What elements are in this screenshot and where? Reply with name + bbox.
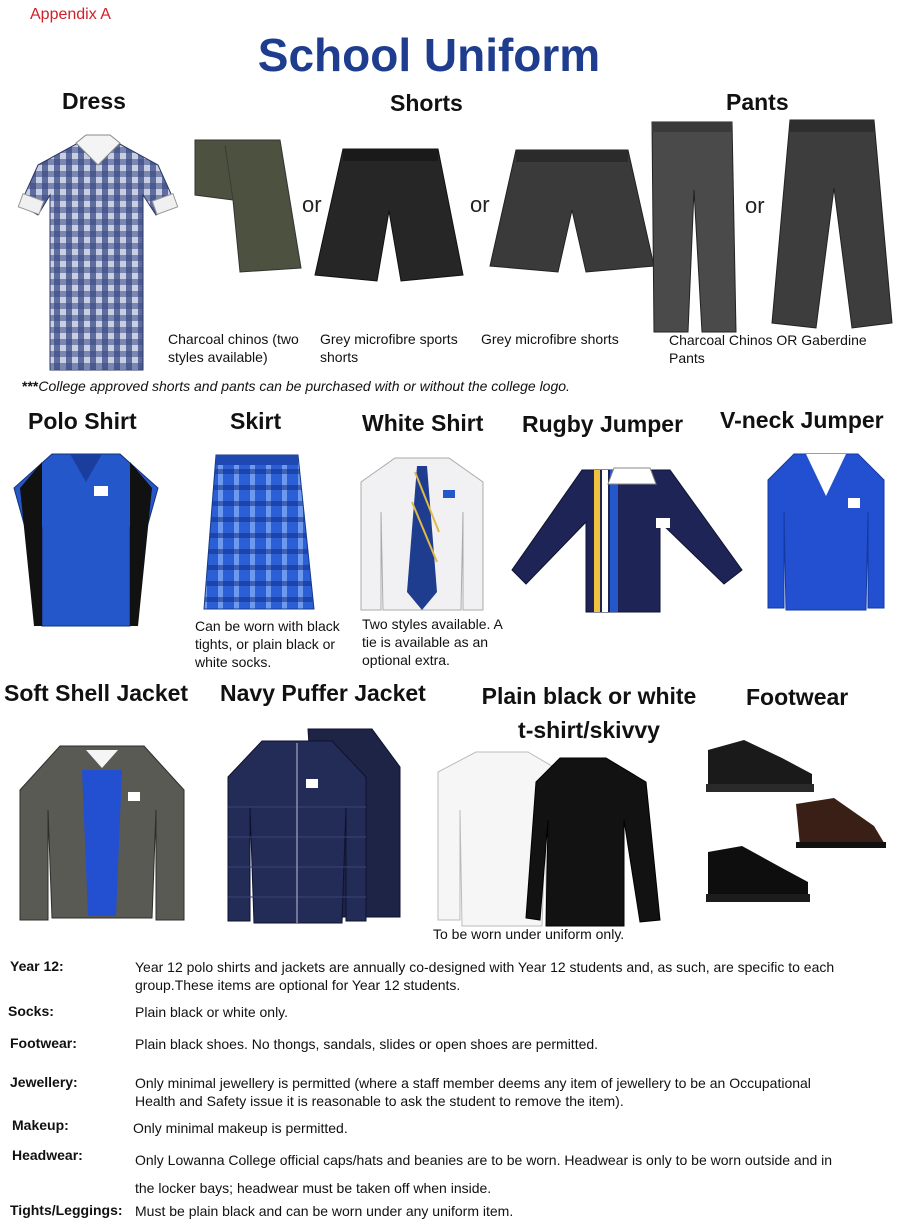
rule-text-year12: Year 12 polo shirts and jackets are annually co-designed with Year 12 students and, as such, are specific to each group.These items are optional for Year 12 students. [135,959,835,993]
dress-heading: Dress [62,88,126,114]
rugby-jumper-image [510,462,750,614]
chinos-caption: Charcoal chinos (two styles available) [168,331,299,365]
puffer-jacket-image [222,727,402,925]
white-shirt-caption: Two styles available. A tie is available as an optional extra. [362,616,503,668]
appendix-label: Appendix A [30,6,111,23]
tshirt-heading-line1: Plain black or white [481,683,697,709]
rule-label-tights: Tights/Leggings: [10,1202,123,1218]
or-word-3: or [745,193,765,218]
or-word-2: or [470,192,490,217]
tshirt-skivvy-image [436,750,666,928]
or-word-1: or [302,192,322,217]
rule-text-socks: Plain black or white only. [135,1004,289,1020]
rule-text-jewellery: Only minimal jewellery is permitted (where a staff member deems any item of jewellery to be an Occupational Health and Safety issue it is reasonable to ask the student to remove the item). [135,1075,811,1109]
rule-label-makeup: Makeup: [12,1117,69,1133]
rule-text-tights: Must be plain black and can be worn under any uniform item. [135,1203,514,1219]
microfibre-shorts-image [488,148,656,273]
microfibre-shorts-caption: Grey microfibre shorts [481,331,619,347]
skirt-heading: Skirt [230,408,282,434]
rule-label-headwear: Headwear: [12,1147,83,1163]
chinos-image [195,140,301,270]
skirt-caption: Can be worn with black tights, or plain black or white socks. [195,618,340,670]
rule-label-year12: Year 12: [10,958,64,974]
rule-text-footwear: Plain black shoes. No thongs, sandals, slides or open shoes are permitted. [135,1036,599,1052]
pants-caption: Charcoal Chinos OR Gaberdine Pants [669,332,867,366]
college-approved-note [22,378,570,394]
shorts-heading: Shorts [390,90,463,116]
polo-heading: Polo Shirt [28,408,137,434]
page-title: School Uniform [257,29,601,81]
tshirt-caption: To be worn under uniform only. [433,926,625,942]
puffer-heading: Navy Puffer Jacket [220,680,426,706]
footwear-heading: Footwear [746,684,849,710]
soft-shell-heading: Soft Shell Jacket [4,680,189,706]
rule-label-socks: Socks: [8,1003,54,1019]
sports-shorts-image [313,145,463,285]
pants-image [650,120,738,335]
rugby-heading: Rugby Jumper [522,411,684,437]
pants-heading: Pants [726,89,789,115]
rule-text-headwear: Only Lowanna College official caps/hats and beanies are to be worn. Headwear is only to be worn outside and in the locker bays; headwear must be taken off when inside. [135,1152,833,1196]
sports-shorts-caption: Grey microfibre sports shorts [320,331,458,365]
tshirt-heading-line2: t-shirt/skivvy [518,717,660,743]
rule-label-footwear: Footwear: [10,1035,77,1051]
pants-alt-image [768,118,894,333]
dress-image [18,135,180,370]
white-shirt-heading: White Shirt [362,410,484,436]
rule-text-makeup: Only minimal makeup is permitted. [133,1120,348,1136]
polo-shirt-image [12,448,160,628]
footwear-image [704,738,890,906]
vneck-heading: V-neck Jumper [720,407,884,433]
vneck-jumper-image [764,450,888,618]
white-shirt-image [357,452,487,612]
note-stars: *** [22,378,39,394]
rule-label-jewellery: Jewellery: [10,1074,78,1090]
skirt-image [202,453,316,611]
soft-shell-jacket-image [16,740,188,922]
note-text: College approved shorts and pants can be purchased with or without the college logo. [38,378,570,394]
